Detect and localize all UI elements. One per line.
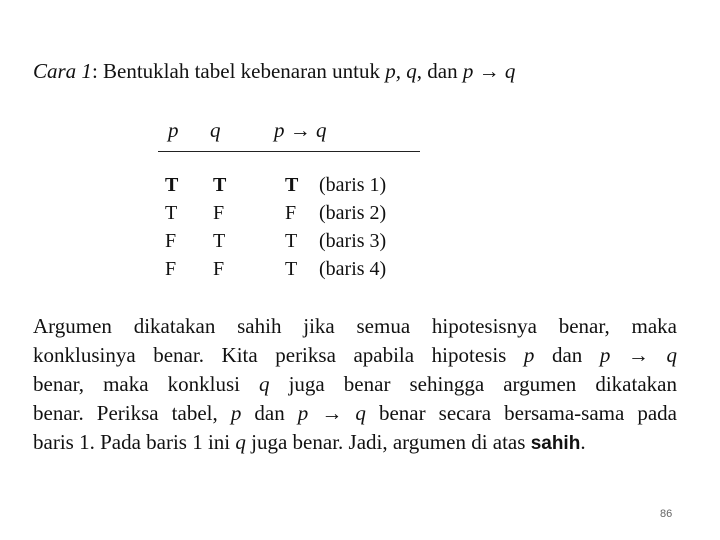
explanation-paragraph	[33, 312, 677, 458]
text-span: juga benar. Jadi, argumen di atas	[245, 430, 531, 454]
page-number: 86	[660, 508, 673, 520]
heading-line	[33, 59, 515, 84]
cell-q: T	[213, 230, 226, 252]
header-p-implies-q: p → q	[274, 118, 327, 142]
text-span: dan	[241, 401, 298, 425]
cell-note: (baris 4)	[319, 258, 387, 280]
table-row	[158, 258, 420, 287]
math-var: q	[259, 372, 270, 396]
cell-note: (baris 1)	[319, 174, 387, 196]
heading-expr: p → q	[462, 59, 516, 83]
math-expr: p → q	[297, 401, 366, 425]
text-span: Argumen dikatakan sahih jika semua hipotesisnya benar, maka	[33, 314, 677, 338]
cell-note: (baris 2)	[319, 202, 387, 224]
cell-pq: F	[285, 202, 297, 224]
paragraph-line	[33, 399, 677, 428]
cell-p: T	[165, 202, 178, 224]
header-p: p	[168, 118, 179, 142]
cell-q: F	[213, 258, 225, 280]
cell-pq: T	[285, 258, 298, 280]
paragraph-line	[33, 370, 677, 399]
text-span: .	[580, 430, 586, 454]
table-row	[158, 202, 420, 231]
math-var: p	[230, 401, 242, 425]
text-span: baris 1. Pada baris 1 ini	[33, 430, 236, 454]
header-rule	[158, 151, 420, 152]
cell-pq: T	[285, 174, 299, 196]
cell-note: (baris 3)	[319, 230, 387, 252]
heading-mid: , dan	[416, 59, 463, 83]
heading-vars: p, q	[385, 59, 417, 83]
text-span: konklusinya benar. Kita periksa apabila hipotesis	[33, 343, 524, 367]
cell-pq: T	[285, 230, 298, 252]
paragraph-line	[33, 341, 677, 370]
math-expr: p → q	[599, 343, 677, 367]
paragraph-line	[33, 312, 677, 341]
cell-p: T	[165, 174, 179, 196]
cara-label: Cara 1	[33, 59, 92, 83]
math-var: p	[523, 343, 535, 367]
cell-q: F	[213, 202, 225, 224]
cell-p: F	[165, 230, 177, 252]
heading-text: : Bentuklah tabel kebenaran untuk	[91, 59, 386, 83]
text-span: benar secara bersama-sama pada	[365, 401, 677, 425]
cell-q: T	[213, 174, 227, 196]
header-q: q	[210, 118, 221, 142]
table-row	[158, 174, 420, 203]
table-row	[158, 230, 420, 259]
text-span: benar. Periksa tabel,	[33, 401, 231, 425]
cell-p: F	[165, 258, 177, 280]
text-span: benar, maka konklusi	[33, 372, 260, 396]
text-span: dan	[534, 343, 600, 367]
sahih-emphasis: sahih	[530, 433, 581, 454]
text-span: juga benar sehingga argumen dikatakan	[269, 372, 677, 396]
paragraph-line	[33, 428, 677, 458]
math-var: q	[235, 430, 246, 454]
